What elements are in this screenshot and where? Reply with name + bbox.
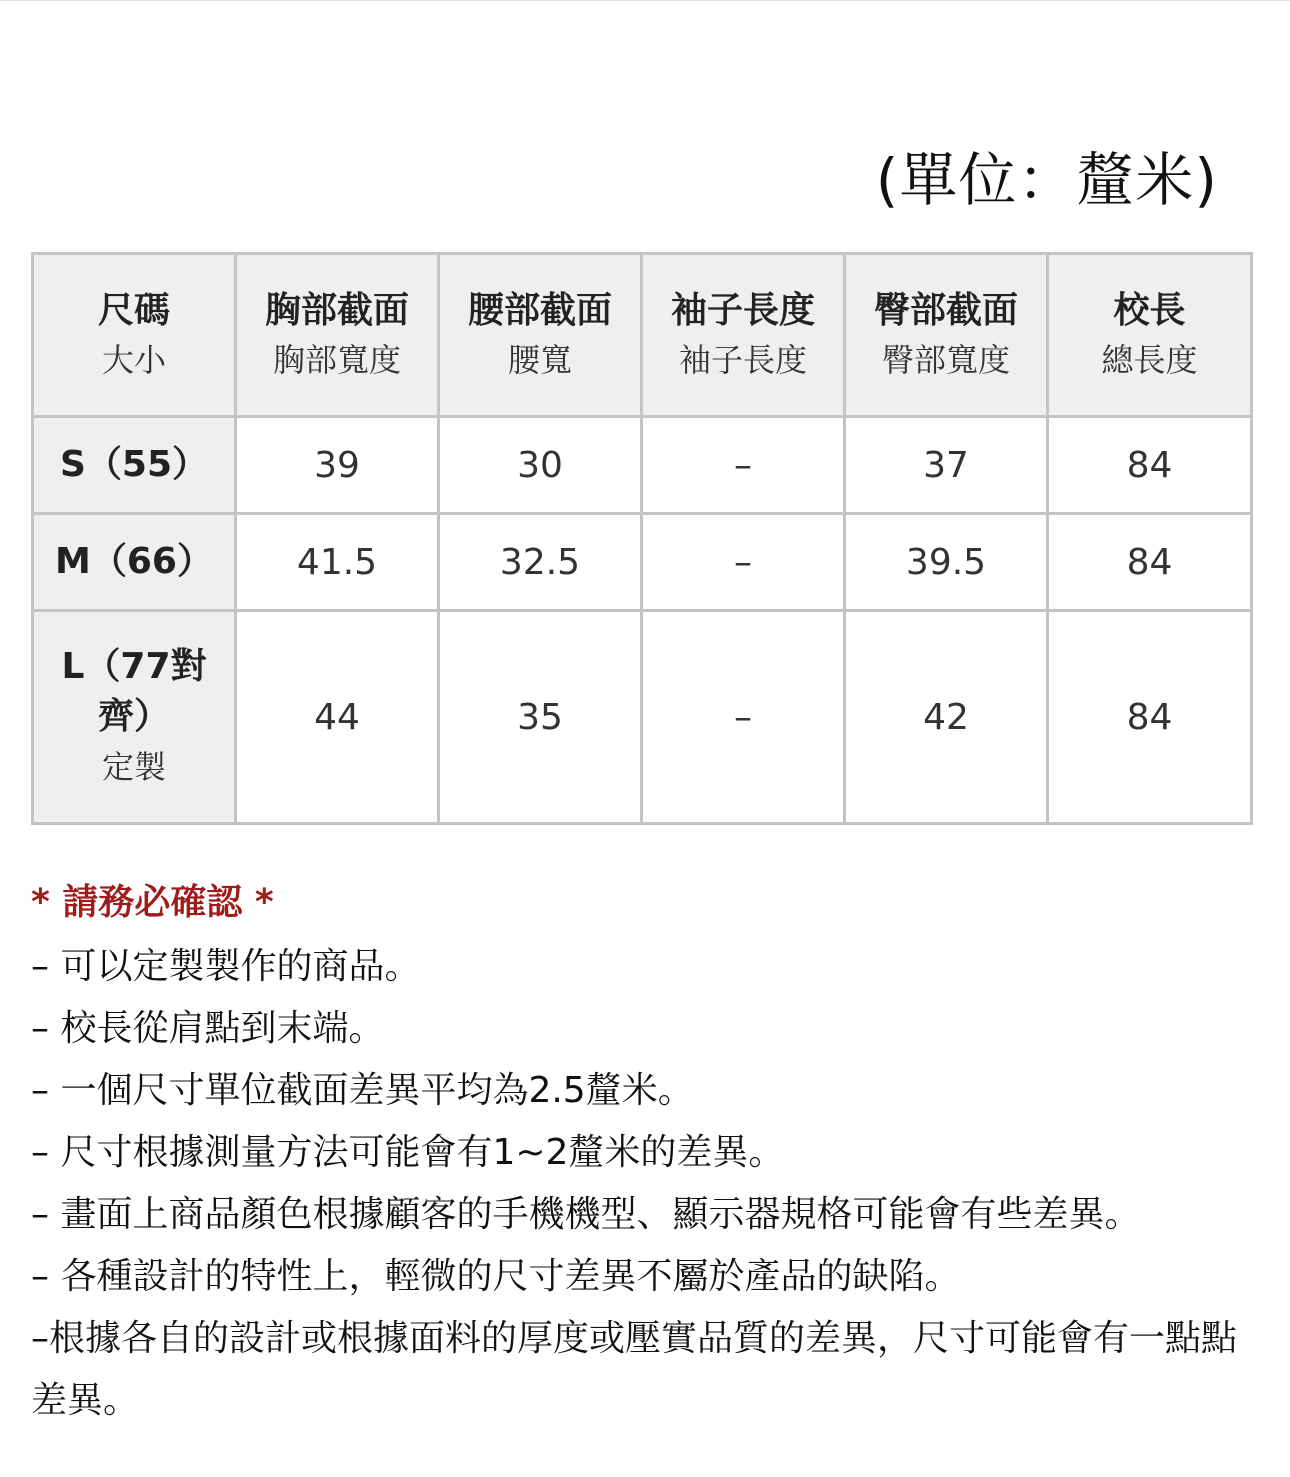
chest-value: 41.5 <box>236 514 439 611</box>
header-sleeve-main: 袖子長度 <box>670 290 815 331</box>
notice-line: – 可以定製製作的商品。 <box>31 946 421 987</box>
size-cell: M（66） <box>33 514 236 611</box>
notice-title: * 請務必確認 * <box>31 882 274 923</box>
sleeve-value: – <box>642 611 845 824</box>
header-chest-main: 胸部截面 <box>264 290 409 331</box>
header-length <box>1048 254 1252 417</box>
sleeve-value: – <box>642 514 845 611</box>
length-value: 84 <box>1048 611 1252 824</box>
unit-label: (單位：釐米) <box>875 146 1218 214</box>
notice-section <box>31 872 1266 1432</box>
notice-line: – 各種設計的特性上，輕微的尺寸差異不屬於產品的缺陷。 <box>31 1256 961 1297</box>
sleeve-value: – <box>642 417 845 514</box>
notice-line: – 尺寸根據測量方法可能會有1~2釐米的差異。 <box>31 1132 785 1173</box>
header-chest <box>236 254 439 417</box>
table-row <box>33 417 1252 514</box>
hip-value: 37 <box>845 417 1048 514</box>
header-hip <box>845 254 1048 417</box>
header-size-sub: 大小 <box>101 341 166 379</box>
chest-value: 39 <box>236 417 439 514</box>
notice-line: – 校長從肩點到末端。 <box>31 1008 385 1049</box>
size-cell: S（55） <box>33 417 236 514</box>
header-waist-main: 腰部截面 <box>467 290 612 331</box>
header-waist-sub: 腰寬 <box>507 341 572 379</box>
top-divider <box>0 0 1290 1</box>
header-waist <box>439 254 642 417</box>
notice-line: –根據各自的設計或根據面料的厚度或壓實品質的差異，尺寸可能會有一點點差異。 <box>31 1318 1238 1421</box>
notice-line: – 畫面上商品顏色根據顧客的手機機型、顯示器規格可能會有些差異。 <box>31 1194 1141 1235</box>
notice-line: – 一個尺寸單位截面差異平均為2.5釐米。 <box>31 1070 694 1111</box>
header-sleeve-sub: 袖子長度 <box>678 341 807 379</box>
header-size <box>33 254 236 417</box>
hip-value: 42 <box>845 611 1048 824</box>
table-row <box>33 611 1252 824</box>
size-chart-table <box>31 252 1253 825</box>
header-hip-main: 臀部截面 <box>873 290 1018 331</box>
header-length-sub: 總長度 <box>1101 341 1198 379</box>
header-sleeve <box>642 254 845 417</box>
header-chest-sub: 胸部寬度 <box>272 341 401 379</box>
header-hip-sub: 臀部寬度 <box>881 341 1010 379</box>
table-row <box>33 514 1252 611</box>
waist-value: 32.5 <box>439 514 642 611</box>
chest-value: 44 <box>236 611 439 824</box>
header-size-main: 尺碼 <box>97 290 170 331</box>
hip-value: 39.5 <box>845 514 1048 611</box>
length-value: 84 <box>1048 514 1252 611</box>
header-length-main: 校長 <box>1113 290 1186 331</box>
waist-value: 30 <box>439 417 642 514</box>
size-sub-label: 定製 <box>101 748 166 786</box>
length-value: 84 <box>1048 417 1252 514</box>
size-cell <box>33 611 236 824</box>
waist-value: 35 <box>439 611 642 824</box>
size-label: L（77對齊） <box>61 646 207 737</box>
table-header-row <box>33 254 1252 417</box>
